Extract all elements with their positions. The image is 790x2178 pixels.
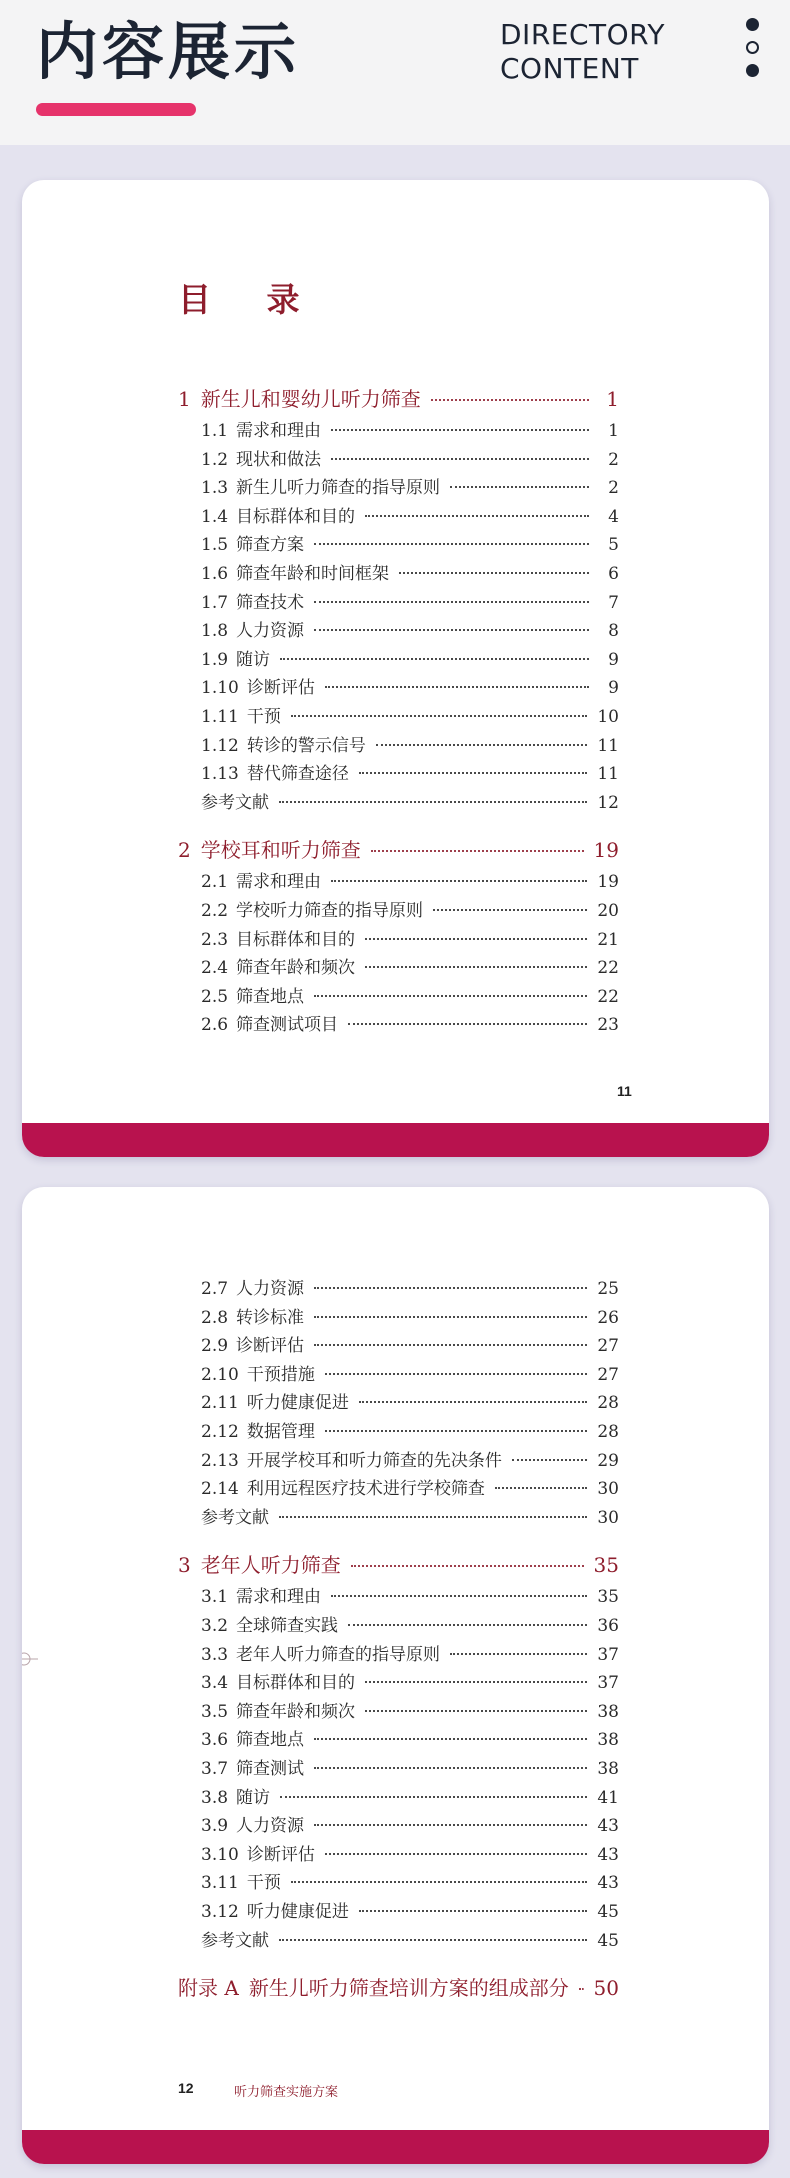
- toc-page-number: 6: [608, 564, 619, 584]
- dot-leader: [359, 1910, 588, 1912]
- header: [0, 0, 790, 145]
- toc-entry[interactable]: [201, 1612, 619, 1640]
- toc-title: 干预: [246, 1873, 281, 1894]
- toc-title: 数据管理: [246, 1422, 315, 1442]
- toc-entry[interactable]: [201, 674, 619, 702]
- dot-leader: [314, 543, 589, 545]
- toc-number: 2.8: [201, 1307, 229, 1328]
- dot-leader: [279, 1516, 587, 1518]
- dot-icon: [746, 18, 759, 31]
- dot-leader: [359, 1401, 588, 1403]
- more-menu-icon[interactable]: [746, 18, 762, 87]
- toc-number: 3: [178, 1553, 191, 1578]
- dot-leader: [371, 850, 584, 852]
- toc-number: 3.11: [201, 1873, 239, 1894]
- toc-title: 老年人听力筛查的指导原则: [236, 1644, 441, 1665]
- toc-page-number: 41: [597, 1787, 619, 1808]
- toc-page-number: 22: [597, 986, 619, 1007]
- toc-entry[interactable]: [201, 417, 619, 445]
- toc-title: 老年人听力筛查: [200, 1553, 341, 1578]
- toc-number: 3.5: [201, 1701, 229, 1722]
- toc-page-number: 28: [597, 1393, 619, 1414]
- toc-page-number: 1: [606, 387, 619, 411]
- dot-leader: [376, 744, 588, 746]
- toc-title: 学校耳和听力筛查: [200, 838, 361, 863]
- header-subtitle: [500, 18, 665, 86]
- toc-entry[interactable]: [201, 1447, 619, 1475]
- toc-entry[interactable]: [201, 760, 619, 788]
- toc-entry[interactable]: [201, 1669, 619, 1697]
- toc-number: 1.5: [201, 535, 229, 556]
- toc-page-number: 11: [597, 735, 619, 756]
- dot-leader: [331, 880, 587, 882]
- toc-title: 筛查年龄和频次: [236, 1701, 356, 1722]
- toc-page-number: 2: [608, 449, 619, 470]
- toc-title: 筛查地点: [236, 1730, 305, 1751]
- toc-number: 1.13: [201, 764, 239, 785]
- toc-title: 需求和理由: [236, 421, 322, 441]
- toc-number: 2.11: [201, 1393, 239, 1414]
- dot-leader: [314, 1738, 587, 1740]
- dot-leader: [579, 1988, 584, 1990]
- toc-number: 1.3: [201, 478, 229, 499]
- toc-number: 3.6: [201, 1730, 229, 1751]
- toc-page-number: 23: [597, 1015, 619, 1036]
- dot-leader: [348, 1023, 587, 1025]
- dot-leader: [314, 1824, 587, 1826]
- toc-title: 利用远程医疗技术进行学校筛查: [246, 1479, 485, 1500]
- toc-page-number: 38: [597, 1701, 619, 1722]
- toc-number: 1.11: [201, 707, 239, 727]
- toc-page-number: 38: [597, 1759, 619, 1779]
- dot-leader: [431, 399, 589, 401]
- toc-page-number: 7: [608, 592, 619, 613]
- toc-number: 1.12: [201, 735, 239, 756]
- toc-entry[interactable]: [201, 503, 619, 531]
- toc-page-number: 4: [608, 506, 619, 527]
- toc-entry[interactable]: [201, 1755, 619, 1783]
- toc-title: 目标群体和目的: [236, 1673, 356, 1694]
- toc-entry[interactable]: [201, 1275, 619, 1303]
- toc-title: 新生儿听力筛查培训方案的组成部分: [248, 1976, 569, 2001]
- toc-page-number: 43: [597, 1816, 619, 1837]
- dot-leader: [291, 1881, 588, 1883]
- dot-leader: [314, 601, 589, 603]
- toc-page-number: 37: [597, 1673, 619, 1694]
- toc-title: 需求和理由: [236, 872, 322, 893]
- toc-entry[interactable]: [201, 446, 619, 474]
- toc-title: 目标群体和目的: [236, 506, 356, 527]
- toc-entry[interactable]: [201, 1869, 619, 1897]
- toc-page-number: 45: [597, 1902, 619, 1922]
- toc-page-number: 12: [597, 792, 619, 813]
- toc-page-number: 30: [597, 1479, 619, 1500]
- toc-number: 2.3: [201, 929, 229, 950]
- toc-entry[interactable]: [201, 646, 619, 674]
- toc-number: 3.8: [201, 1787, 229, 1808]
- toc-entry[interactable]: [201, 732, 619, 760]
- toc-number: 3.3: [201, 1644, 229, 1665]
- toc-entry[interactable]: [201, 983, 619, 1011]
- toc-entry[interactable]: [201, 474, 619, 502]
- toc-title: 目标群体和目的: [236, 929, 356, 950]
- toc-page-number: 26: [597, 1307, 619, 1328]
- dot-leader: [325, 1853, 588, 1855]
- toc-entry[interactable]: [201, 954, 619, 982]
- dot-leader: [279, 1939, 587, 1941]
- toc-page-number: 9: [608, 649, 619, 670]
- crop-mark-icon: [22, 1651, 38, 1667]
- toc-page-number: 43: [597, 1844, 619, 1865]
- toc-entry[interactable]: [201, 1332, 619, 1360]
- toc-page-number: 50: [593, 1976, 619, 2001]
- toc-number: 3.4: [201, 1673, 229, 1694]
- toc-title: 随访: [236, 649, 271, 670]
- toc-title: 人力资源: [236, 621, 305, 642]
- toc-title: 参考文献: [201, 1507, 269, 1528]
- toc-number: 1.10: [201, 678, 239, 699]
- toc-entry[interactable]: [201, 1418, 619, 1446]
- dot-leader: [280, 1796, 587, 1798]
- dot-leader: [331, 458, 589, 460]
- toc-entry[interactable]: [201, 1812, 619, 1840]
- toc-number: 2.14: [201, 1479, 239, 1500]
- toc-page-number: 29: [597, 1450, 619, 1471]
- dot-leader: [280, 658, 589, 660]
- toc-chapter[interactable]: [178, 835, 619, 865]
- dot-leader: [450, 486, 589, 488]
- dot-leader: [365, 938, 587, 940]
- toc-entry[interactable]: [201, 1784, 619, 1812]
- dot-leader: [314, 1344, 587, 1346]
- toc-title: 干预: [246, 707, 281, 727]
- toc-page-number: 5: [608, 535, 619, 556]
- toc-entry[interactable]: [201, 703, 619, 731]
- toc-title: 筛查年龄和时间框架: [236, 564, 390, 584]
- toc-number: 1.9: [201, 649, 229, 670]
- dot-leader: [314, 1767, 587, 1769]
- toc-number: 2.6: [201, 1015, 229, 1036]
- toc-entry[interactable]: [201, 1583, 619, 1611]
- toc-title: 新生儿听力筛查的指导原则: [236, 478, 441, 499]
- header-subtitle-line2: CONTENT: [500, 52, 639, 85]
- toc-number: 2.10: [201, 1364, 239, 1385]
- dot-leader: [365, 966, 587, 968]
- toc-page-number: 43: [597, 1873, 619, 1894]
- toc-page-number: 9: [608, 678, 619, 699]
- dot-leader: [365, 515, 589, 517]
- toc-entry[interactable]: [201, 868, 619, 896]
- toc-entry[interactable]: [201, 1927, 619, 1955]
- dot-leader: [314, 629, 589, 631]
- toc-title: 转诊标准: [236, 1307, 305, 1328]
- toc-entry[interactable]: [201, 926, 619, 954]
- toc-page-number: 2: [608, 478, 619, 499]
- toc-title: 替代筛查途径: [246, 764, 349, 785]
- toc-entry[interactable]: [201, 789, 619, 817]
- toc-title: 筛查方案: [236, 535, 305, 556]
- dot-leader: [433, 909, 587, 911]
- toc-title: 人力资源: [236, 1816, 305, 1837]
- toc-number: 2.9: [201, 1336, 229, 1357]
- toc-page-number: 20: [597, 901, 619, 921]
- toc-number: 2.1: [201, 872, 229, 893]
- toc-number: 2.12: [201, 1422, 239, 1442]
- dot-leader: [325, 686, 589, 688]
- toc-entry[interactable]: [201, 589, 619, 617]
- toc-page-number: 8: [608, 621, 619, 642]
- dot-leader: [351, 1565, 584, 1567]
- toc-title: 筛查技术: [236, 592, 305, 613]
- toc-entry[interactable]: [201, 1698, 619, 1726]
- dot-icon: [746, 41, 759, 54]
- toc-title: 随访: [236, 1787, 271, 1808]
- dot-leader: [279, 801, 587, 803]
- toc-entry[interactable]: [201, 1504, 619, 1532]
- dot-leader: [325, 1430, 588, 1432]
- toc-entry[interactable]: [201, 1898, 619, 1926]
- page-number: 12: [178, 2080, 194, 2096]
- page-number: 11: [617, 1083, 632, 1099]
- toc-title: 听力健康促进: [246, 1902, 349, 1922]
- toc-title: 参考文献: [201, 792, 269, 813]
- toc-entry[interactable]: [201, 1361, 619, 1389]
- toc-page-number: 27: [597, 1336, 619, 1357]
- toc-page-number: 27: [597, 1364, 619, 1385]
- toc-chapter[interactable]: [178, 1973, 619, 2003]
- toc-title: 人力资源: [236, 1279, 305, 1299]
- toc-number: 2: [178, 838, 191, 863]
- toc-page-number: 22: [597, 958, 619, 979]
- toc-entry[interactable]: [201, 531, 619, 559]
- toc-number: 3.10: [201, 1844, 239, 1865]
- book-page-2: [22, 1187, 769, 2164]
- toc-title: 开展学校耳和听力筛查的先决条件: [246, 1450, 502, 1471]
- dot-leader: [365, 1710, 587, 1712]
- toc-number: 3.12: [201, 1902, 239, 1922]
- toc-number: 3.7: [201, 1759, 229, 1779]
- toc-number: 附录 A: [178, 1976, 239, 2001]
- toc-page-number: 10: [597, 707, 619, 727]
- dot-leader: [359, 772, 588, 774]
- toc-title: 新生儿和婴幼儿听力筛查: [200, 387, 421, 411]
- toc-number: 1.7: [201, 592, 229, 613]
- toc-page-number: 25: [597, 1279, 619, 1299]
- toc-entry[interactable]: [201, 1641, 619, 1669]
- toc-title: 听力健康促进: [246, 1393, 349, 1414]
- toc-title: 学校听力筛查的指导原则: [236, 901, 424, 921]
- header-subtitle-line1: DIRECTORY: [500, 18, 665, 51]
- toc-chapter[interactable]: [178, 1550, 619, 1580]
- toc-number: 2.5: [201, 986, 229, 1007]
- dot-leader: [399, 572, 589, 574]
- toc-title: 参考文献: [201, 1930, 269, 1951]
- dot-leader: [365, 1681, 587, 1683]
- toc-page-number: 30: [597, 1507, 619, 1528]
- toc-page-number: 38: [597, 1730, 619, 1751]
- toc-number: 2.13: [201, 1450, 239, 1471]
- dot-leader: [314, 1287, 587, 1289]
- toc-entry[interactable]: [201, 897, 619, 925]
- toc-entry[interactable]: [201, 1475, 619, 1503]
- toc-title: 需求和理由: [236, 1587, 322, 1608]
- toc-number: 2.2: [201, 901, 229, 921]
- toc-title: 转诊的警示信号: [246, 735, 366, 756]
- toc-number: 1.2: [201, 449, 229, 470]
- dot-leader: [325, 1373, 588, 1375]
- toc-number: 3.1: [201, 1587, 229, 1608]
- toc-entry[interactable]: [201, 1304, 619, 1332]
- toc-title: 干预措施: [246, 1364, 315, 1385]
- toc-entry[interactable]: [201, 617, 619, 645]
- toc-number: 1.8: [201, 621, 229, 642]
- footer-band: [22, 1123, 769, 1157]
- toc-title: 现状和做法: [236, 449, 322, 470]
- dot-leader: [314, 1316, 587, 1318]
- toc-entry[interactable]: [201, 560, 619, 588]
- toc-number: 3.9: [201, 1816, 229, 1837]
- toc-title: 筛查测试: [236, 1759, 305, 1779]
- toc-page-number: 36: [597, 1616, 619, 1636]
- toc-page-number: 35: [597, 1587, 619, 1608]
- toc-page-number: 37: [597, 1644, 619, 1665]
- toc-title: 诊断评估: [246, 1844, 315, 1865]
- toc-page-number: 11: [597, 764, 619, 785]
- toc-page-number: 28: [597, 1422, 619, 1442]
- dot-leader: [348, 1624, 587, 1626]
- toc-number: 1.4: [201, 506, 229, 527]
- toc-page-number: 21: [597, 929, 619, 950]
- toc-number: 2.7: [201, 1279, 229, 1299]
- toc-number: 2.4: [201, 958, 229, 979]
- footer-band: [22, 2130, 769, 2164]
- toc-page-number: 1: [608, 421, 619, 441]
- book-page-1: [22, 180, 769, 1157]
- running-title: 听力筛查实施方案: [234, 2085, 339, 2100]
- toc-title: 筛查测试项目: [236, 1015, 339, 1036]
- toc-number: 1.1: [201, 421, 229, 441]
- toc-entry[interactable]: [201, 1389, 619, 1417]
- toc-heading: 目 录: [178, 280, 322, 319]
- toc-title: 筛查地点: [236, 986, 305, 1007]
- dot-leader: [331, 429, 589, 431]
- header-underline: [36, 103, 196, 116]
- toc-page-number: 45: [597, 1930, 619, 1951]
- toc-title: 诊断评估: [236, 1336, 305, 1357]
- toc-title: 全球筛查实践: [236, 1616, 339, 1636]
- dot-leader: [331, 1595, 587, 1597]
- dot-leader: [314, 995, 587, 997]
- dot-leader: [450, 1653, 587, 1655]
- toc-page-number: 35: [593, 1553, 619, 1578]
- toc-entry[interactable]: [201, 1726, 619, 1754]
- toc-number: 3.2: [201, 1616, 229, 1636]
- dot-leader: [291, 715, 588, 717]
- toc-title: 筛查年龄和频次: [236, 958, 356, 979]
- toc-number: 1: [178, 387, 191, 411]
- toc-entry[interactable]: [201, 1011, 619, 1039]
- dot-icon: [746, 64, 759, 77]
- toc-number: 1.6: [201, 564, 229, 584]
- dot-leader: [512, 1459, 588, 1461]
- toc-entry[interactable]: [201, 1841, 619, 1869]
- header-title: 内容展示: [36, 15, 301, 88]
- toc-page-number: 19: [593, 838, 619, 863]
- toc-chapter[interactable]: [178, 384, 619, 414]
- toc-page-number: 19: [597, 872, 619, 893]
- toc-title: 诊断评估: [246, 678, 315, 699]
- dot-leader: [495, 1487, 588, 1489]
